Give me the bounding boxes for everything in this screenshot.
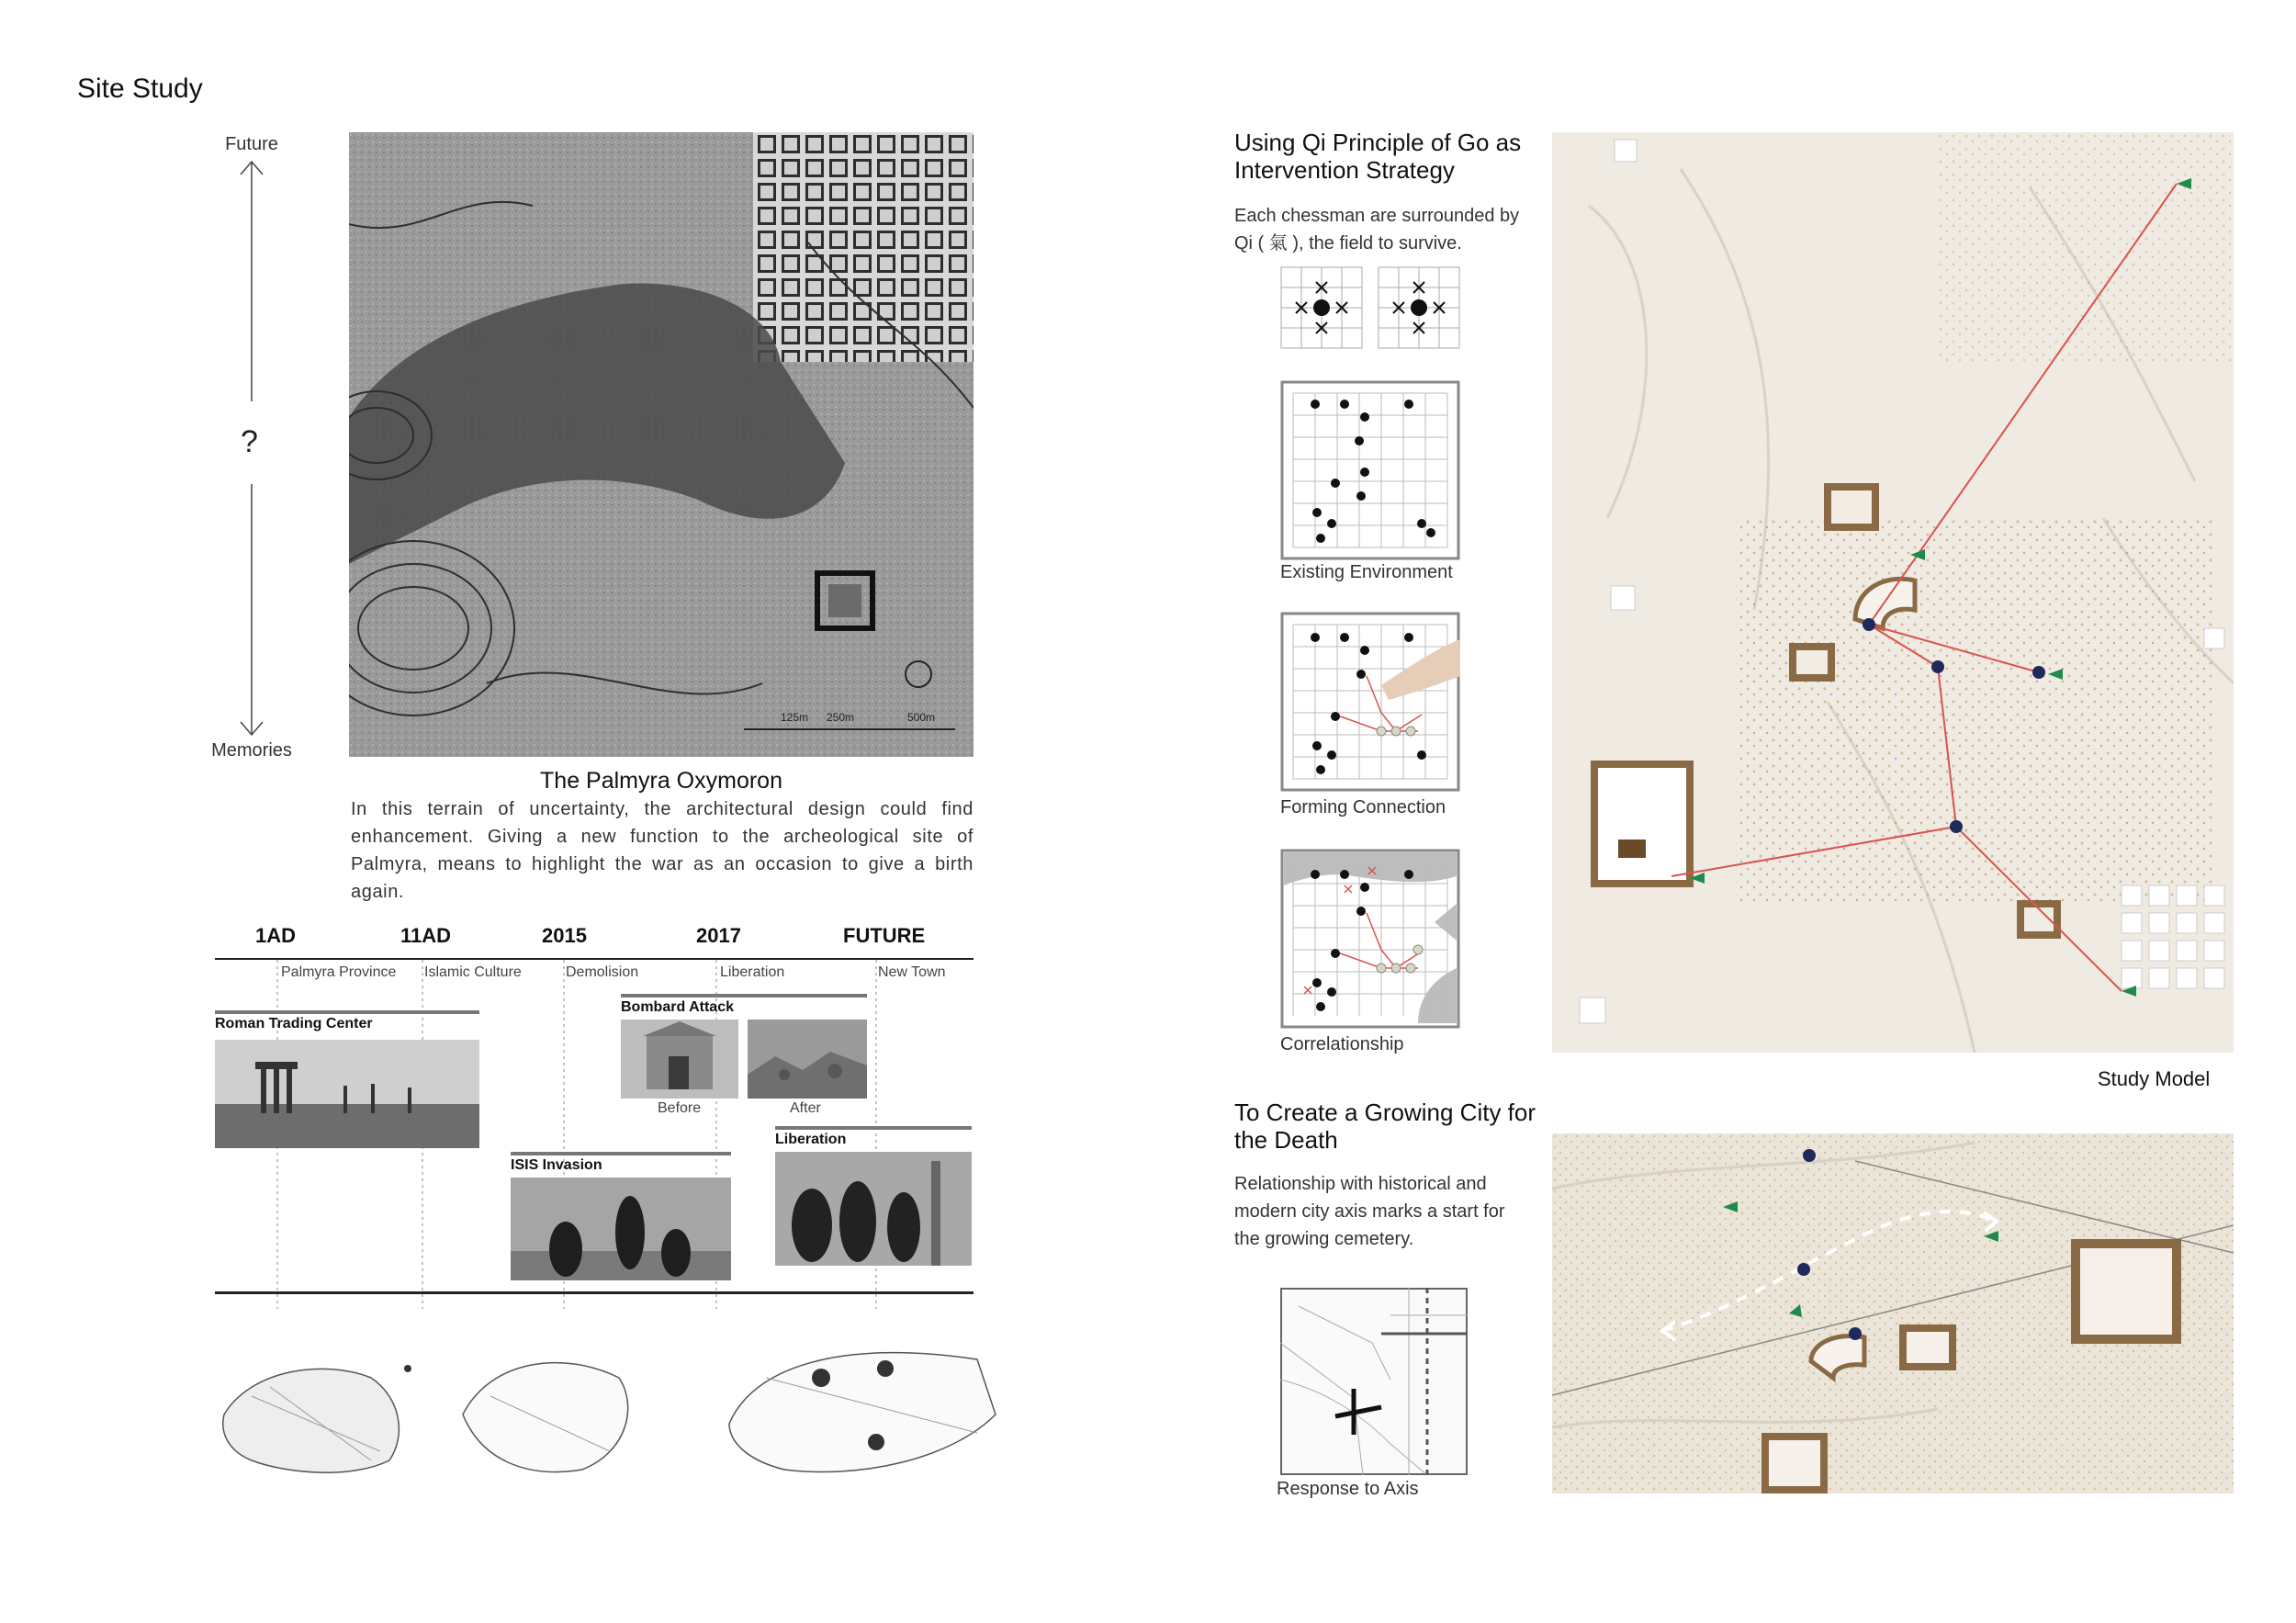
after-caption: After <box>790 1100 821 1116</box>
go-board-existing <box>1280 380 1460 560</box>
axis-response-map <box>1280 1288 1468 1475</box>
qi-title: Using Qi Principle of Go as Intervention Strategy <box>1234 129 1522 184</box>
era-demolision: Demolision <box>566 964 639 980</box>
roman-title: Roman Trading Center <box>215 1016 373 1031</box>
caption-forming-connection: Forming Connection <box>1280 797 1446 817</box>
bombard-title: Bombard Attack <box>621 999 734 1015</box>
year-1ad: 1AD <box>255 924 297 947</box>
palmyra-satellite-map <box>349 132 974 757</box>
era-liberation: Liberation <box>720 964 785 980</box>
go-board-correlationship <box>1280 849 1460 1029</box>
year-2017: 2017 <box>696 924 741 947</box>
future-label: Future <box>225 134 278 154</box>
caption-existing-environment: Existing Environment <box>1280 562 1453 582</box>
caption-response-to-axis: Response to Axis <box>1277 1479 1419 1499</box>
before-caption: Before <box>658 1100 702 1116</box>
isis-bar <box>511 1152 731 1155</box>
temple-before-image <box>621 1020 738 1099</box>
year-2015: 2015 <box>542 924 587 947</box>
qi-principle-grids <box>1280 266 1464 349</box>
study-model-photo-bottom <box>1552 1133 2234 1493</box>
temple-after-image <box>748 1020 867 1099</box>
era-new-town: New Town <box>878 964 946 980</box>
palmyra-title: The Palmyra Oxymoron <box>540 768 782 794</box>
roman-etching-image <box>215 1040 479 1148</box>
page-title: Site Study <box>77 73 203 104</box>
year-11ad: 11AD <box>400 924 452 947</box>
palmyra-body: In this terrain of uncertainty, the architectural design could find enhancement. Giving a new function to the archeological site of Palmyra, means to highlight the war as an occasion to give a birth again. <box>351 799 974 902</box>
qi-body: Each chessman are surrounded by Qi ( 氣 ), the field to survive. <box>1234 206 1520 254</box>
liberation-title: Liberation <box>775 1132 847 1147</box>
bombard-bar <box>621 994 867 997</box>
study-model-caption: Study Model <box>2098 1067 2211 1090</box>
roman-bar <box>215 1010 479 1014</box>
year-future: FUTURE <box>843 924 926 947</box>
go-board-forming-connection <box>1280 612 1460 792</box>
scale-label-250: 250m <box>827 711 855 724</box>
scale-label-125: 125m <box>781 711 809 724</box>
isis-invasion-image <box>511 1178 731 1280</box>
era-palmyra-province: Palmyra Province <box>281 964 397 980</box>
question-mark: ? <box>241 424 258 459</box>
memories-label: Memories <box>211 740 292 761</box>
liberation-image <box>775 1152 972 1266</box>
era-islamic-culture: Islamic Culture <box>424 964 522 980</box>
scale-label-500: 500m <box>907 711 936 724</box>
growing-city-title: To Create a Growing City for the Death <box>1234 1099 1536 1154</box>
caption-correlationship: Correlationship <box>1280 1034 1404 1054</box>
city-evolution-sketches <box>215 1323 1005 1488</box>
liberation-bar <box>775 1126 972 1130</box>
growing-city-body: Relationship with historical and modern city axis marks a start for the growing cemetery. <box>1234 1174 1505 1249</box>
isis-title: ISIS Invasion <box>511 1157 602 1173</box>
study-model-photo-top <box>1552 132 2234 1053</box>
